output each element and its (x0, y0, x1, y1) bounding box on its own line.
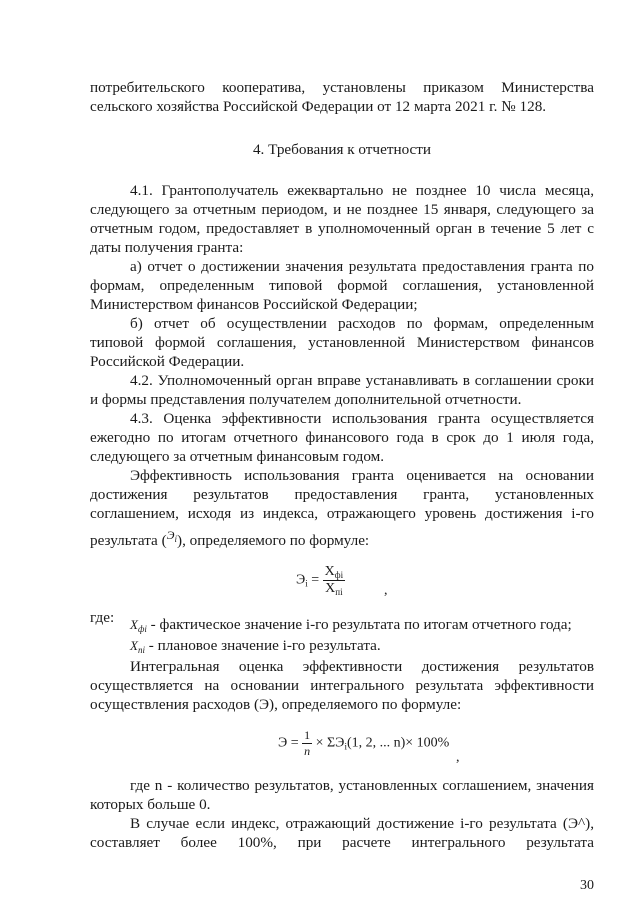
definition-symbol-letter: X (130, 617, 138, 632)
text-line: 4.2. Уполномоченный орган вправе устанавливать в соглашении сроки (130, 372, 594, 389)
text-fragment: ), определяемого по формуле: (177, 532, 370, 549)
text-line: типовой формой соглашения, установленной Министерством финансов (90, 334, 594, 351)
text-line: потребительского кооператива, установлены приказом Министерства (90, 79, 594, 96)
formula-lhs-sub: i (305, 578, 308, 589)
index-symbol (167, 528, 177, 542)
definition-text: - плановое значение i-го результата. (148, 637, 381, 654)
index-symbol-sub: i (174, 534, 178, 544)
text-line: сельского хозяйства Российской Федерации от 12 марта 2021 г. № 128. (90, 98, 547, 115)
fraction-numerator (323, 564, 345, 581)
text-line: Министерством финансов Российской Федерации; (90, 296, 418, 313)
fraction-numerator: 1 (304, 728, 311, 742)
formula-sum-sub: i (344, 741, 347, 752)
definition-text: - фактическое значение i-го результата по итогам отчетного года; (150, 616, 572, 633)
text-line: соглашением, исходя из индекса, отражающего уровень достижения i-го (90, 505, 594, 522)
text-line: где: (90, 609, 115, 626)
definition-symbol (130, 638, 145, 653)
index-symbol-letter: Э (166, 528, 175, 542)
text-line: ежегодно по итогам отчетного финансового года в срок до 1 июля года, (90, 429, 594, 446)
text-line: следующего за отчетным периодом, и не позднее 15 января, следующего за (90, 201, 594, 218)
text-line: и формы представления получателем дополнительной отчетности. (90, 391, 522, 408)
text-line: отчетным годом, предоставляет в уполномоченный орган в течение 5 лет с (90, 220, 594, 237)
section-heading: 4. Требования к отчетности (252, 141, 432, 158)
formula-lhs: Э = (278, 735, 299, 751)
text-line: где n - количество результатов, установленных соглашением, значения (130, 777, 594, 794)
numerator-symbol: X (324, 564, 335, 579)
denominator-sub: пi (335, 587, 343, 597)
text-line: 4.3. Оценка эффективности использования гранта осуществляется (130, 410, 594, 427)
formula-lhs: Э (296, 572, 306, 588)
formula-fraction (302, 728, 312, 759)
numerator-sub: фi (334, 570, 344, 580)
text-fragment: результата ( (90, 532, 167, 549)
definition-symbol-sub: фi (137, 624, 147, 634)
text-line-with-symbol (90, 526, 594, 550)
text-line: формам, определенным типовой формой соглашения, установленной (90, 277, 594, 294)
definition-symbol-letter: X (130, 638, 138, 653)
text-line: а) отчет о достижении значения результата предоставления гранта по (130, 258, 594, 275)
text-line: Эффективность использования гранта оценивается на основании (130, 467, 594, 484)
definition-symbol-sub: пi (137, 645, 145, 655)
text-line: б) отчет об осуществлении расходов по формам, определенным (130, 315, 594, 332)
text-line: Интегральная оценка эффективности достижения результатов (130, 658, 594, 675)
fraction-denominator (323, 581, 345, 597)
formula-trailing-comma: , (384, 583, 388, 598)
text-line: В случае если индекс, отражающий достижение i-го результата (Э^), (130, 815, 594, 832)
text-line: Российской Федерации. (90, 353, 245, 370)
text-line: даты получения гранта: (90, 239, 244, 256)
text-line: осуществления расходов (Э), определяемого по формуле: (90, 696, 462, 713)
text-line: осуществляется на основании интегрального результата эффективности (90, 677, 594, 694)
definition-symbol (130, 617, 147, 632)
text-line: следующего за отчетным финансовым годом. (90, 448, 385, 465)
formula-index (296, 564, 345, 597)
formula-integral (278, 728, 449, 759)
text-line: составляет более 100%, при расчете интегрального результата (90, 834, 594, 851)
formula-trailing-comma: , (456, 750, 460, 765)
formula-fraction (323, 564, 345, 597)
formula-equals: = (311, 572, 320, 588)
text-line: достижения результатов предоставления гранта, установленных (90, 486, 594, 503)
page-number: 30 (580, 878, 594, 893)
formula-args: (1, 2, ... n)× 100% (346, 735, 450, 751)
fraction-denominator: n (304, 744, 311, 758)
denominator-symbol: X (325, 581, 336, 596)
formula-sum: × ΣЭ (315, 735, 345, 751)
text-line: которых больше 0. (90, 796, 211, 813)
text-line: 4.1. Грантополучатель ежеквартально не позднее 10 числа месяца, (130, 182, 594, 199)
